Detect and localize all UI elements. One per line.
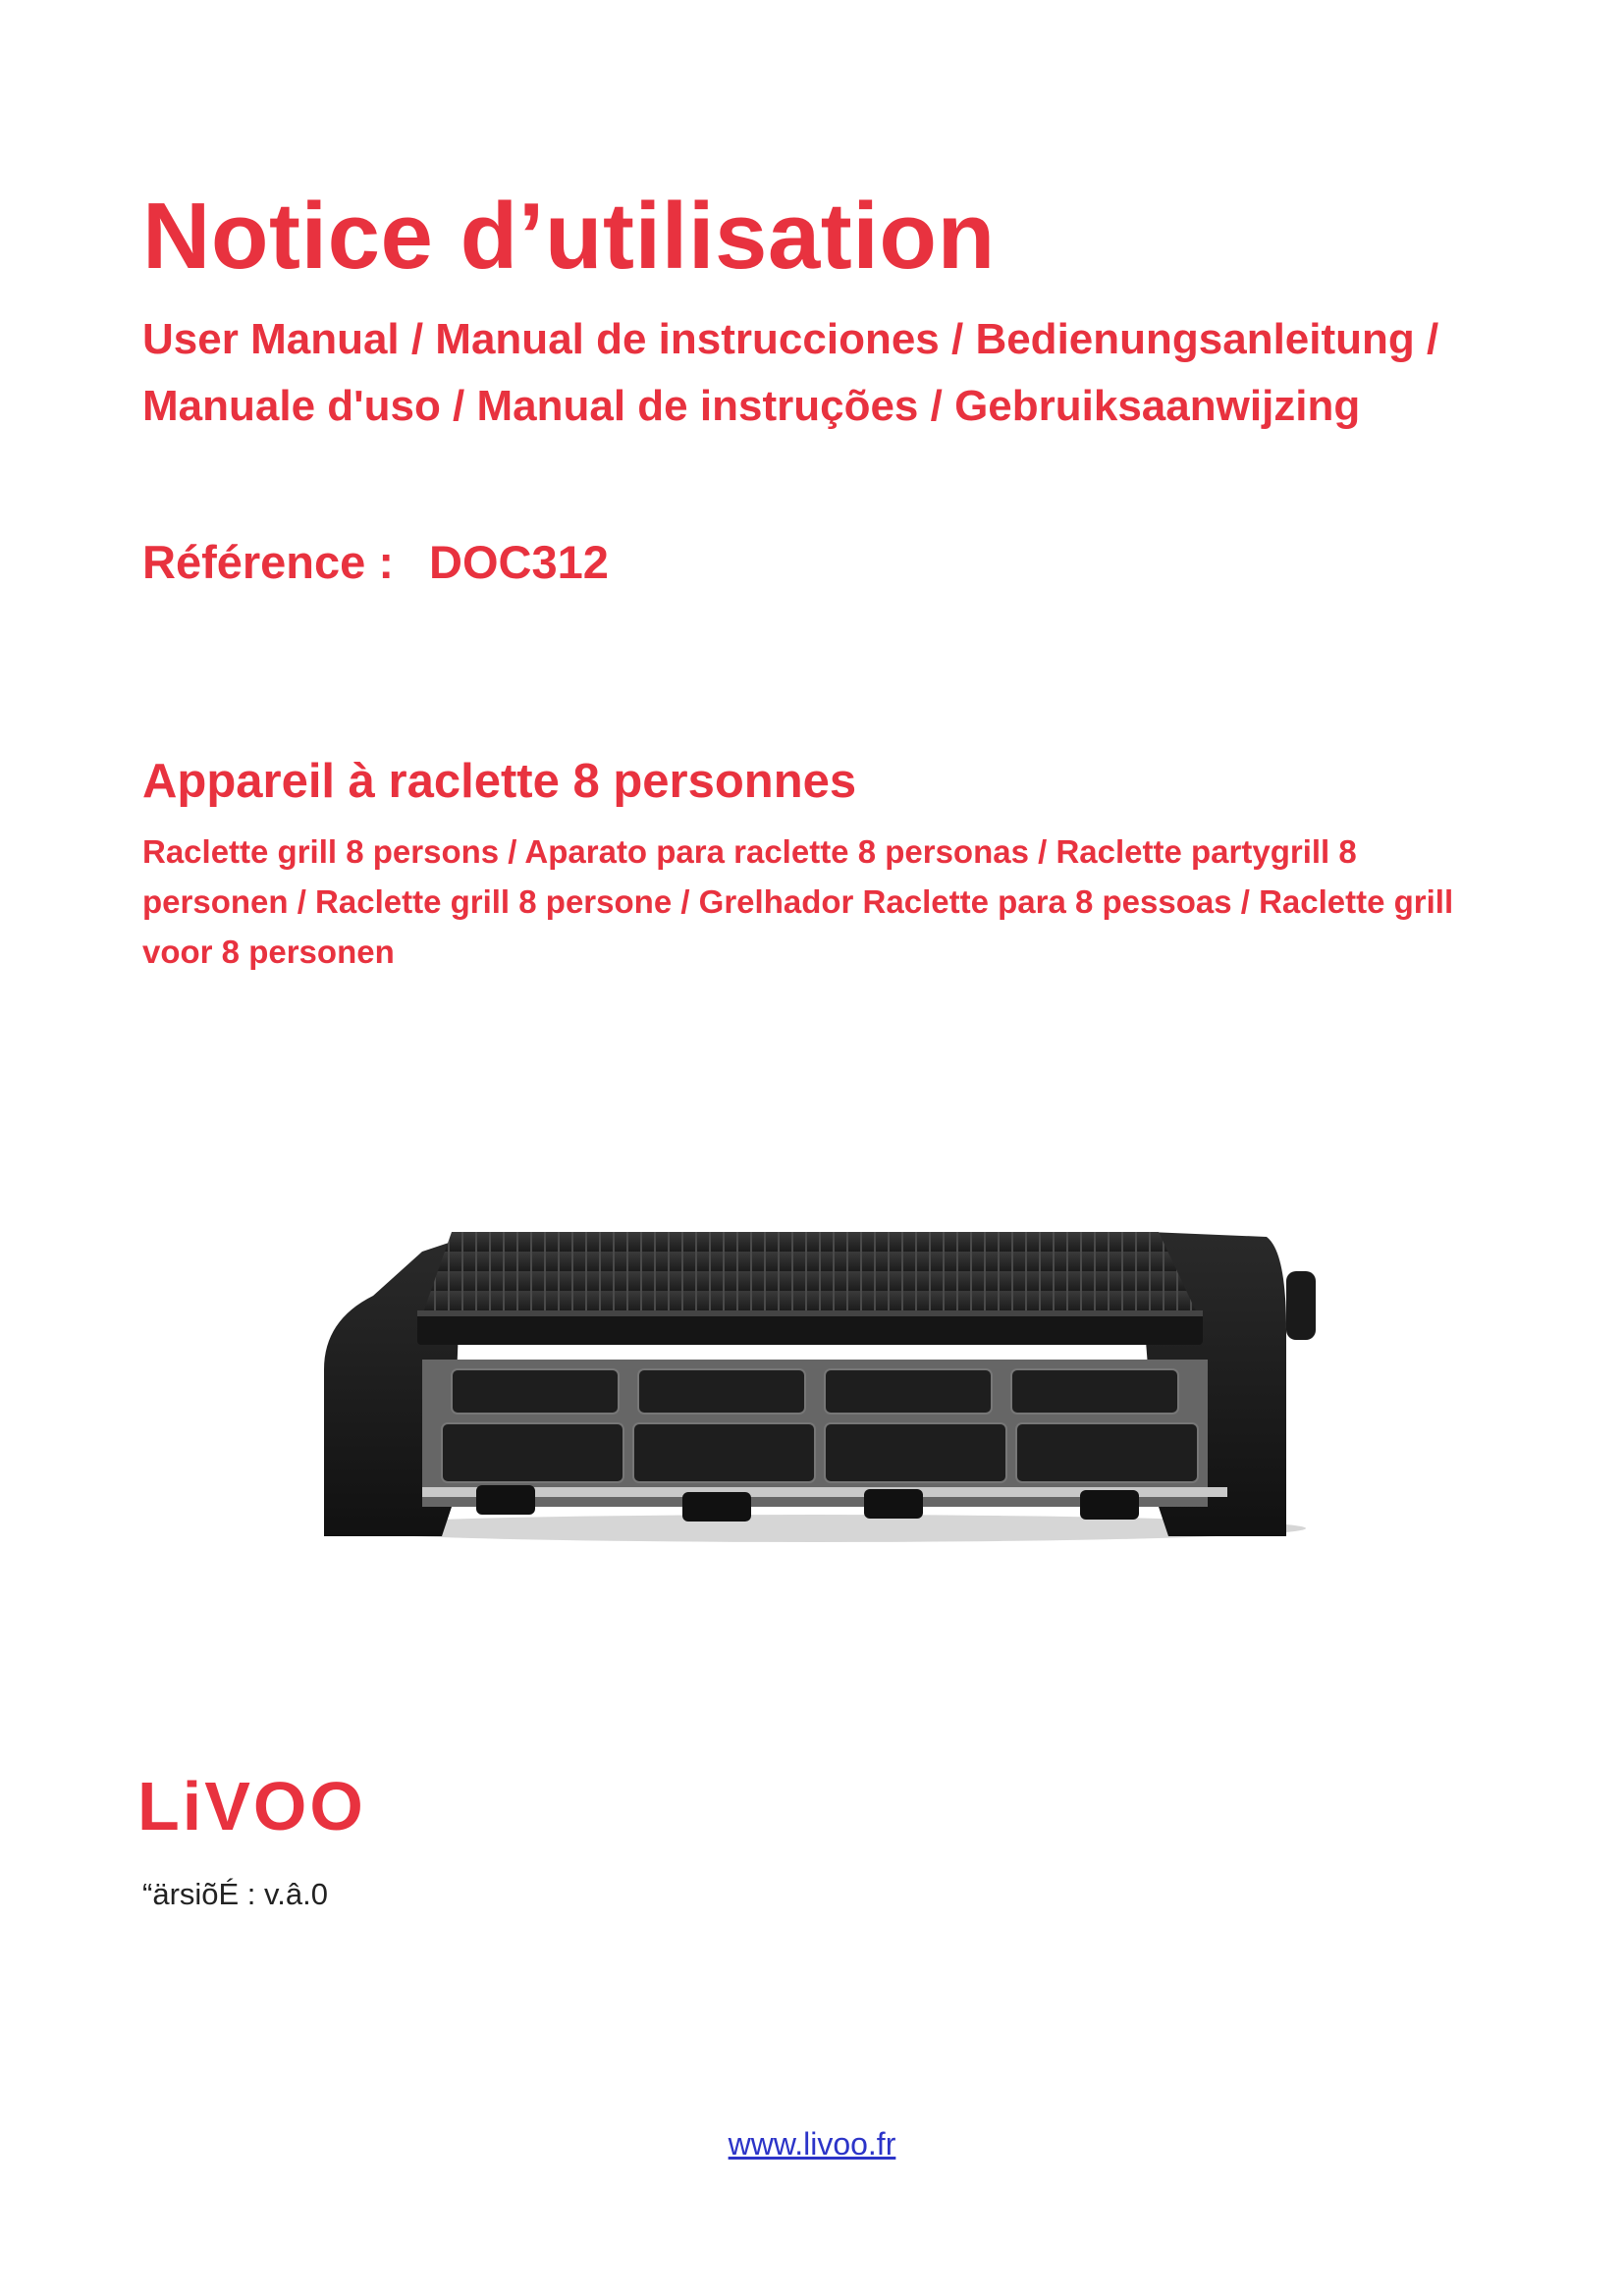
reference-label: Référence : bbox=[142, 536, 394, 588]
manual-languages-subtitle bbox=[142, 306, 1517, 440]
product-subtitle-line: personen / Raclette grill 8 persone / Grelhador Raclette para 8 pessoas / Raclette grill bbox=[142, 883, 1454, 920]
product-subtitle-line: Raclette grill 8 persons / Aparato para raclette 8 personas / Raclette partygrill 8 bbox=[142, 833, 1357, 870]
product-subtitle-line: voor 8 personen bbox=[142, 934, 395, 970]
livoo-logo: LiVOO bbox=[137, 1768, 366, 1844]
website-link[interactable]: www.livoo.fr bbox=[728, 2126, 896, 2162]
product-translations bbox=[142, 827, 1517, 977]
raclette-grill-image bbox=[304, 1212, 1326, 1551]
subtitle-line: Manuale d'uso / Manual de instruções / Gebruiksaanwijzing bbox=[142, 382, 1361, 430]
reference-value: DOC312 bbox=[429, 536, 609, 588]
document-title: Notice d’utilisation bbox=[142, 184, 996, 289]
reference-row bbox=[142, 535, 609, 589]
subtitle-line: User Manual / Manual de instrucciones / Bedienungsanleitung / bbox=[142, 315, 1439, 363]
footer-website bbox=[0, 2126, 1624, 2163]
version-text: “ärsiõÉ : v.â.0 bbox=[142, 1877, 328, 1911]
product-title: Appareil à raclette 8 personnes bbox=[142, 755, 857, 808]
